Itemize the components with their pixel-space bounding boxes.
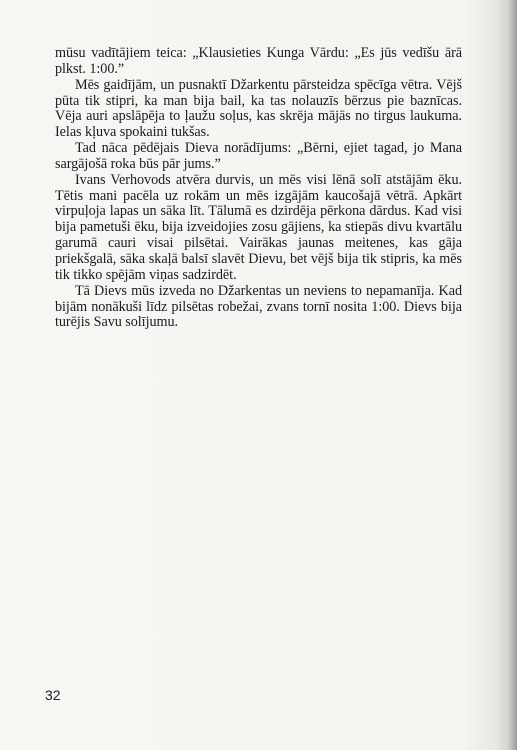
paragraph: Mēs gaidījām, un pusnaktī Džarkentu pārsteidza spēcīga vētra. Vējš pūta tik stipri, ka man bija bail, ka tas nolauzīs bērzus pie baznīcas. Vēja auri apslāpēja to ļaužu soļus, kas skrēja mājās no tirgus laukuma. Ielas kļuva spokaini tukšas. — [55, 76, 462, 141]
page-gutter-shadow — [507, 0, 517, 750]
page-number: 32 — [45, 687, 61, 703]
paragraph-continued: mūsu vadītājiem teica: „Klausieties Kunga Vārdu: „Es jūs vedīšu ārā plkst. 1:00.” — [55, 45, 462, 77]
paragraph: Tā Dievs mūs izveda no Džarkentas un neviens to nepamanīja. Kad bijām nonākuši līdz pilsētas robežai, zvans tornī nosita 1:00. Dievs bija turējis Savu solījumu. — [55, 282, 462, 331]
body-text — [55, 46, 462, 331]
paragraph: Ivans Verhovods atvēra durvis, un mēs visi lēnā solī atstājām ēku. Tētis mani pacēla uz rokām un mēs izgājām kaucošajā vētrā. Apkārt virpuļoja lapas un sāka līt. Tālumā es dzirdēja pērkona dārdus. Kad visi bija pametuši ēku, bija izveidojies zosu gājiens, ka stiepās divu kvartālu garumā cauri visai pilsētai. Vairākas jaunas meitenes, kas gāja priekšgalā, sāka skaļā balsī slavēt Dievu, bet vējš bija tik stipris, ka mēs tik tikko spējām viņas sadzirdēt. — [55, 171, 462, 283]
paragraph: Tad nāca pēdējais Dieva norādījums: „Bērni, ejiet tagad, jo Mana sargājošā roka būs pār jums.” — [55, 140, 462, 172]
